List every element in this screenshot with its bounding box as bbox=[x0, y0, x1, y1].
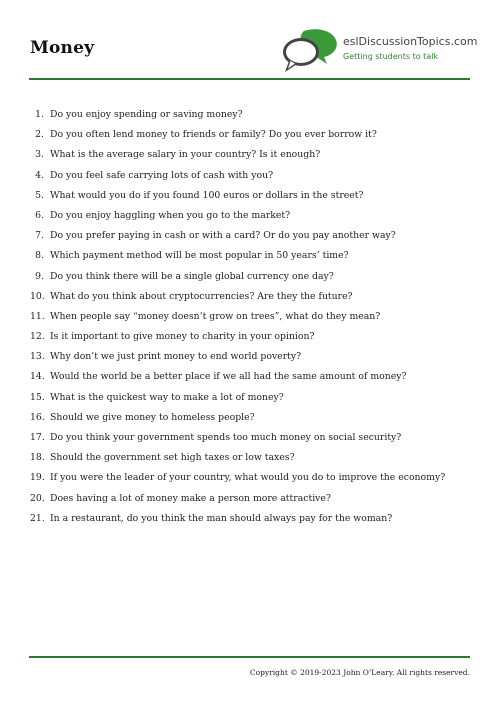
question-text: Do you feel safe carrying lots of cash with you? bbox=[50, 169, 274, 181]
copyright-notice: Copyright © 2019-2023 John O’Leary. All rights reserved. bbox=[249, 668, 470, 677]
question-item bbox=[30, 249, 470, 269]
question-item bbox=[30, 391, 470, 411]
question-text: When people say “money doesn’t grow on trees”, what do they mean? bbox=[50, 310, 381, 322]
question-item bbox=[30, 370, 470, 390]
question-item bbox=[30, 209, 470, 229]
question-text: What is the average salary in your country? Is it enough? bbox=[50, 149, 321, 161]
question-text: Should we give money to homeless people? bbox=[50, 411, 255, 423]
question-number: 1. bbox=[35, 109, 44, 120]
question-number: 4. bbox=[35, 169, 44, 181]
question-text: Which payment method will be most popular in 50 years’ time? bbox=[50, 250, 349, 262]
footer-divider bbox=[29, 656, 470, 658]
question-list bbox=[30, 108, 470, 532]
question-number: 16. bbox=[30, 411, 45, 423]
question-item bbox=[30, 128, 470, 148]
question-text: What do you think about cryptocurrencies? Are they the future? bbox=[50, 290, 353, 302]
question-text: Does having a lot of money make a person more attractive? bbox=[50, 492, 331, 504]
question-text: If you were the leader of your country, what would you do to improve the economy? bbox=[50, 472, 446, 484]
question-item bbox=[30, 471, 470, 491]
question-item bbox=[30, 492, 470, 512]
question-number: 8. bbox=[35, 250, 44, 262]
header-divider bbox=[29, 78, 470, 80]
question-item bbox=[30, 431, 470, 451]
speech-bubbles-icon bbox=[280, 28, 342, 74]
question-number: 18. bbox=[30, 452, 45, 464]
question-text: Do you often lend money to friends or family? Do you ever borrow it? bbox=[50, 129, 377, 141]
question-item bbox=[30, 108, 470, 128]
question-text: Do you think your government spends too much money on social security? bbox=[50, 432, 402, 443]
question-text: Is it important to give money to charity in your opinion? bbox=[50, 331, 315, 343]
question-number: 13. bbox=[30, 351, 45, 363]
question-number: 7. bbox=[35, 230, 44, 242]
question-item bbox=[30, 189, 470, 209]
question-item bbox=[30, 411, 470, 431]
site-logo[interactable] bbox=[280, 28, 480, 74]
question-item bbox=[30, 330, 470, 350]
question-item bbox=[30, 512, 470, 532]
question-number: 14. bbox=[30, 371, 45, 383]
question-number: 3. bbox=[35, 149, 44, 161]
question-text: Should the government set high taxes or low taxes? bbox=[50, 452, 295, 464]
question-number: 15. bbox=[30, 391, 45, 403]
question-item bbox=[30, 229, 470, 249]
question-text: Why don’t we just print money to end world poverty? bbox=[50, 351, 302, 363]
question-number: 10. bbox=[30, 290, 45, 302]
question-number: 12. bbox=[30, 331, 45, 343]
question-text: Do you enjoy haggling when you go to the market? bbox=[50, 209, 291, 221]
question-item bbox=[30, 148, 470, 168]
question-text: Do you think there will be a single global currency one day? bbox=[50, 270, 334, 282]
question-number: 6. bbox=[35, 209, 44, 221]
question-text: Do you prefer paying in cash or with a card? Or do you pay another way? bbox=[50, 230, 396, 242]
brand-name: eslDiscussionTopics.com bbox=[343, 35, 478, 48]
question-number: 20. bbox=[30, 492, 45, 504]
question-item bbox=[30, 290, 470, 310]
question-number: 2. bbox=[35, 129, 44, 141]
question-text: Would the world be a better place if we all had the same amount of money? bbox=[50, 371, 407, 383]
question-number: 19. bbox=[30, 472, 45, 484]
question-number: 9. bbox=[35, 270, 44, 282]
question-number: 5. bbox=[35, 189, 44, 201]
question-text: Do you enjoy spending or saving money? bbox=[50, 109, 243, 120]
question-number: 11. bbox=[30, 310, 45, 322]
question-item bbox=[30, 451, 470, 471]
question-item bbox=[30, 169, 470, 189]
question-text: What would you do if you found 100 euros or dollars in the street? bbox=[50, 189, 364, 201]
question-text: What is the quickest way to make a lot of money? bbox=[50, 391, 284, 403]
question-item bbox=[30, 310, 470, 330]
question-item bbox=[30, 270, 470, 290]
question-item bbox=[30, 350, 470, 370]
question-number: 21. bbox=[30, 512, 45, 524]
question-text: In a restaurant, do you think the man should always pay for the woman? bbox=[50, 512, 393, 524]
page-title: Money bbox=[30, 38, 95, 58]
question-number: 17. bbox=[30, 432, 45, 443]
brand-tagline: Getting students to talk bbox=[343, 52, 439, 61]
